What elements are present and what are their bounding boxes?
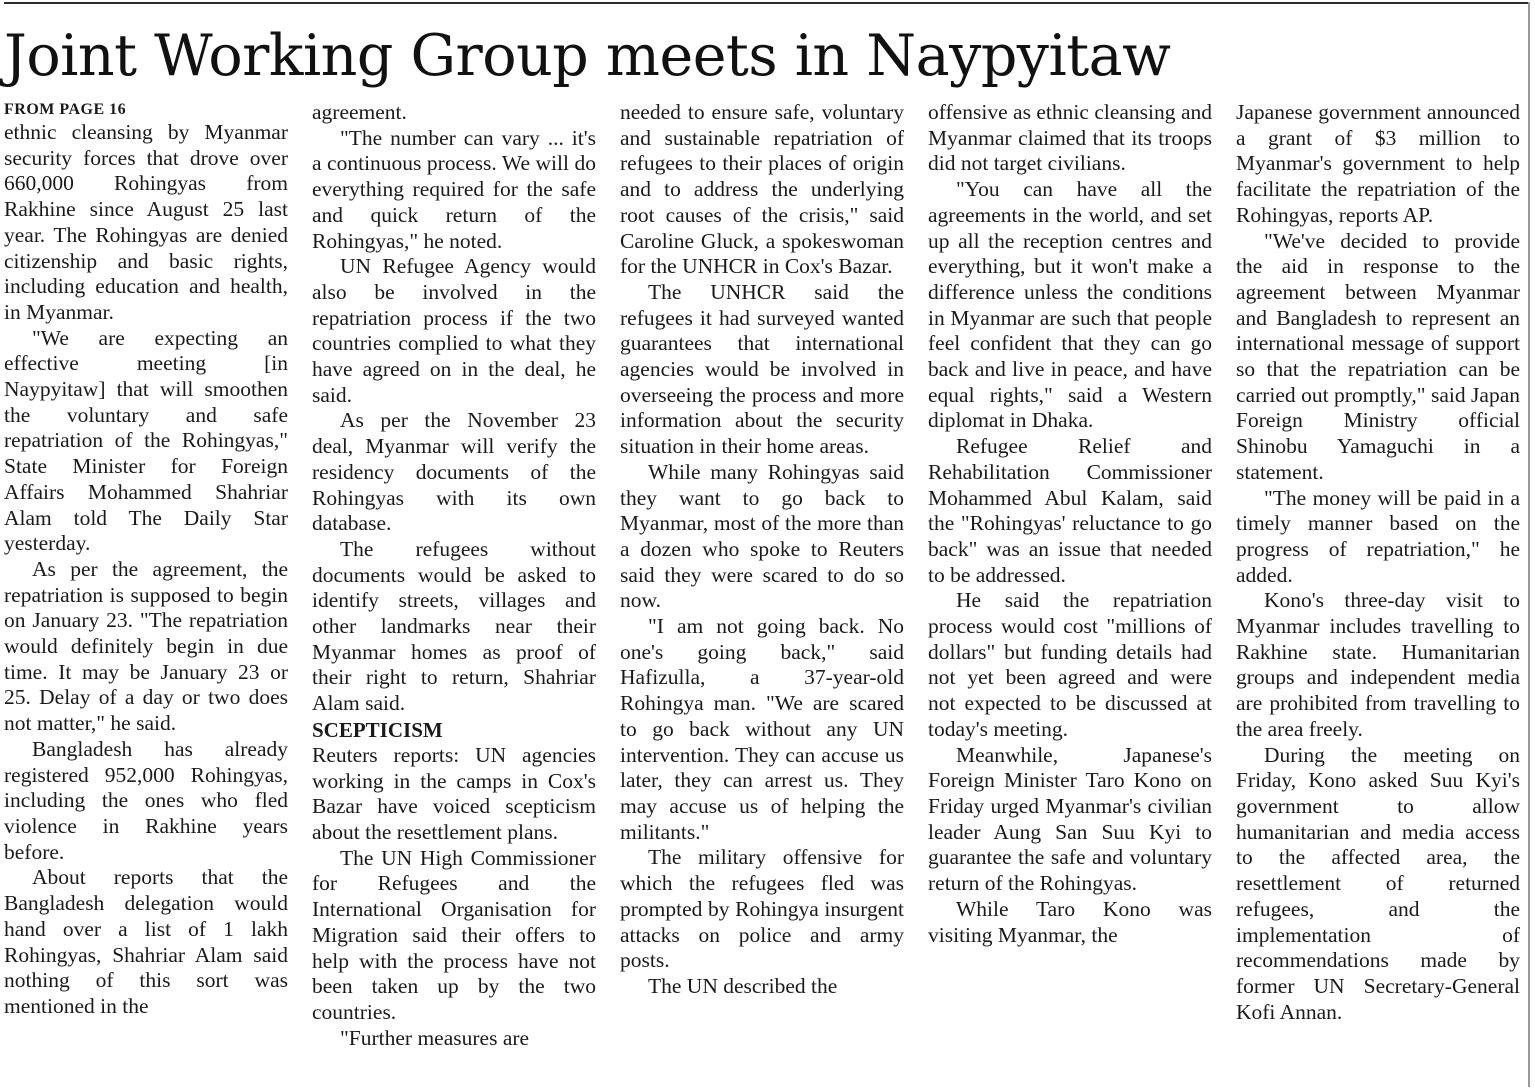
paragraph: UN Refugee Agency would also be involved in the repatriation process if the two countries complied to what they have agreed on in the deal, he said.	[312, 254, 596, 407]
paragraph: The UNHCR said the refugees it had surveyed wanted guarantees that international agencies would be involved in overseeing the process and more information about the security situation in their home areas.	[620, 279, 904, 459]
paragraph: "We are expecting an effective meeting [in Naypyitaw] that will smoothen the voluntary and safe repatriation of the Rohingyas," State Minister for Foreign Affairs Mohammed Shahriar Alam told The Daily Star yesterday.	[4, 325, 288, 556]
article-body	[4, 100, 1520, 1088]
paragraph: "I am not going back. No one's going back," said Hafizulla, a 37-year-old Rohingya man. "We are scared to go back without any UN intervention. They can accuse us later, they can arrest us. They may accuse us of helping the militants."	[620, 614, 904, 844]
paragraph: "Further measures are	[340, 1025, 530, 1050]
paragraph: While many Rohingyas said they want to go back to Myanmar, most of the more than a dozen who spoke to Reuters said they were scared to do so now.	[620, 459, 904, 613]
paragraph: agreement.	[312, 100, 407, 124]
paragraph: "The number can vary ... it's a continuous process. We will do everything required for the safe and quick return of the Rohingyas," he noted.	[312, 125, 596, 253]
column-5	[1236, 100, 1520, 1088]
paragraph: Refugee Relief and Rehabilitation Commissioner Mohammed Abul Kalam, said the "Rohingyas' reluctance to go back" was an issue that needed to be addressed.	[928, 434, 1212, 587]
paragraph: needed to ensure safe, voluntary and sustainable repatriation of refugees to their places of origin and to address the underlying root causes of the crisis," said Caroline Gluck, a spokeswoman for the UNHCR in Cox's Bazar.	[620, 100, 904, 279]
paragraph: offensive as ethnic cleansing and Myanmar claimed that its troops did not target civilians.	[928, 100, 1212, 176]
headline: Joint Working Group meets in Naypyitaw	[4, 23, 1171, 89]
paragraph: As per the November 23 deal, Myanmar will verify the residency documents of the Rohingyas with its own database.	[312, 408, 596, 536]
top-rule	[4, 2, 1530, 4]
paragraph: "We've decided to provide the aid in response to the agreement between Myanmar and Bangladesh to represent an international message of support so that the repatriation can be carried out promptly," said Japan Foreign Ministry official Shinobu Yamaguchi in a statement.	[1236, 228, 1520, 484]
paragraph: "You can have all the agreements in the world, and set up all the reception centres and everything, but it won't make a difference unless the conditions in Myanmar are such that people feel confident that they can go back and live in peace, and have equal rights," said a Western diplomat in Dhaka.	[928, 177, 1212, 433]
paragraph: The refugees without documents would be asked to identify streets, villages and other landmarks near their Myanmar homes as proof of their right to return, Shahriar Alam said.	[312, 536, 596, 716]
paragraph: As per the agreement, the repatriation is supposed to begin on January 23. "The repatriation would definitely begin in due time. It may be January 23 or 25. Delay of a day or two does not matter," he said.	[4, 556, 288, 736]
paragraph: "The money will be paid in a timely manner based on the progress of repatriation," he added.	[1236, 485, 1520, 587]
column-3	[620, 100, 904, 1088]
continued-from-label: FROM PAGE 16	[4, 101, 127, 118]
paragraph: ethnic cleansing by Myanmar security forces that drove over 660,000 Rohingyas from Rakhine since August 25 last year. The Rohingyas are denied citizenship and basic rights, including education and health, in Myanmar.	[4, 120, 288, 324]
paragraph: During the meeting on Friday, Kono asked Suu Kyi's government to allow humanitarian and media access to the affected area, the resettlement of returned refugees, and the implementation of recommendations made by former UN Secretary-General Kofi Annan.	[1236, 742, 1520, 1024]
paragraph: While Taro Kono was visiting Myanmar, the	[928, 896, 1212, 947]
paragraph: About reports that the Bangladesh delegation would hand over a list of 1 lakh Rohingyas, Shahriar Alam said nothing of this sort was mentioned in the	[4, 865, 288, 1018]
paragraph: Kono's three-day visit to Myanmar includes travelling to Rakhine state. Humanitarian groups and independent media are prohibited from travelling to the area freely.	[1236, 588, 1520, 741]
paragraph: Japanese government announced a grant of $3 million to Myanmar's government to help facilitate the repatriation of the Rohingyas, reports AP.	[1236, 100, 1520, 227]
paragraph: The military offensive for which the refugees fled was prompted by Rohingya insurgent attacks on police and army posts.	[620, 845, 904, 973]
paragraph: He said the repatriation process would cost "millions of dollars" but funding details had not yet been agreed and were not expected to be discussed at today's meeting.	[928, 588, 1212, 741]
column-edge-rule	[1528, 2, 1530, 1087]
paragraph: Meanwhile, Japanese's Foreign Minister Taro Kono on Friday urged Myanmar's civilian leader Aung San Suu Kyi to guarantee the safe and voluntary return of the Rohingyas.	[928, 742, 1212, 896]
section-subhead: SCEPTICISM	[312, 717, 443, 742]
paragraph: Reuters reports: UN agencies working in the camps in Cox's Bazar have voiced scepticism about the resettlement plans.	[312, 742, 596, 844]
paragraph: The UN described the	[648, 973, 838, 998]
column-1	[4, 100, 288, 1088]
column-2	[312, 100, 596, 1088]
paragraph: Bangladesh has already registered 952,000 Rohingyas, including the ones who fled violence in Rakhine years before.	[4, 736, 288, 864]
column-4	[928, 100, 1212, 1088]
paragraph: The UN High Commissioner for Refugees and the International Organisation for Migration said their offers to help with the process have not been taken up by the two countries.	[312, 845, 596, 1024]
